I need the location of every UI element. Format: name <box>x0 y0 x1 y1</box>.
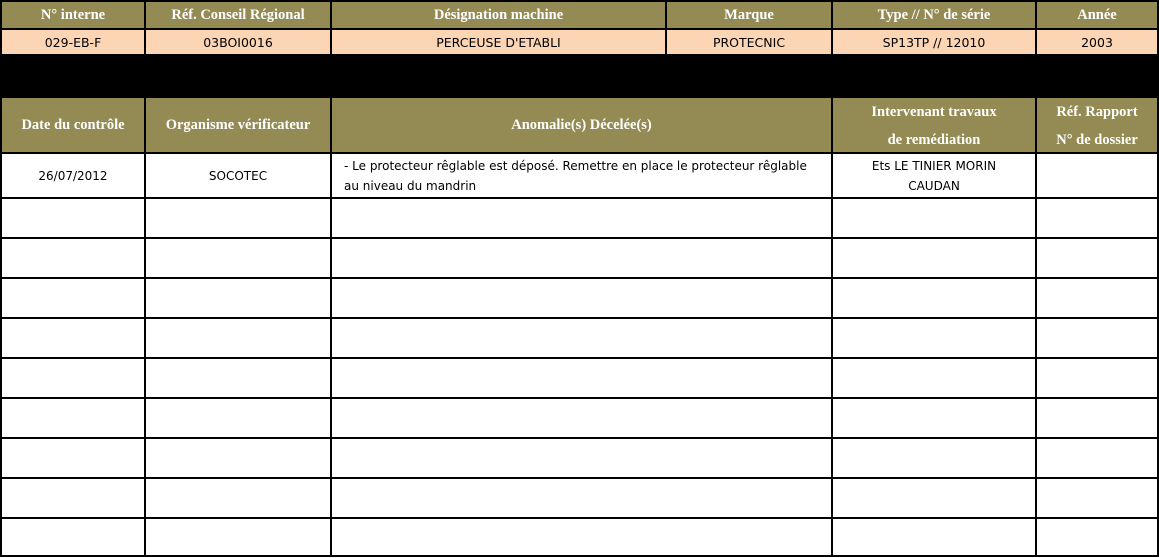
brand-cell[interactable]: PROTECNIC <box>665 28 831 55</box>
separator-band <box>0 54 1159 96</box>
rapport-cell[interactable] <box>1035 152 1159 197</box>
date-cell[interactable] <box>0 357 144 397</box>
organisme-cell[interactable] <box>144 397 330 437</box>
header-year: Année <box>1035 0 1159 29</box>
anomalies-cell[interactable] <box>330 397 831 437</box>
header-date: Date du contrôle <box>0 96 144 153</box>
table-row <box>0 197 1159 237</box>
intervenant-cell[interactable] <box>831 237 1035 277</box>
rapport-cell[interactable] <box>1035 237 1159 277</box>
header-intervenant-line1: Intervenant travaux <box>871 103 997 120</box>
date-cell[interactable] <box>0 477 144 517</box>
header-internal-number: N° interne <box>0 0 144 29</box>
intervenant-cell[interactable] <box>831 197 1035 237</box>
intervenant-cell[interactable] <box>831 477 1035 517</box>
header-rapport-line1: Réf. Rapport <box>1056 103 1138 120</box>
table-row <box>0 152 1159 197</box>
organisme-cell[interactable] <box>144 277 330 317</box>
header-anomalies: Anomalie(s) Décelée(s) <box>330 96 831 153</box>
intervenant-cell[interactable] <box>831 397 1035 437</box>
header-rapport <box>1035 96 1159 153</box>
date-cell[interactable] <box>0 437 144 477</box>
header-intervenant <box>831 96 1035 153</box>
intervenant-cell[interactable] <box>831 357 1035 397</box>
region-ref-cell[interactable]: 03BOI0016 <box>144 28 330 55</box>
table-row <box>0 277 1159 317</box>
machine-info-row <box>0 28 1159 55</box>
table-row <box>0 517 1159 557</box>
rapport-cell[interactable] <box>1035 357 1159 397</box>
anomalies-cell[interactable] <box>330 477 831 517</box>
rapport-cell[interactable] <box>1035 317 1159 357</box>
header-rapport-line2: N° de dossier <box>1056 131 1138 148</box>
organisme-cell[interactable] <box>144 477 330 517</box>
date-cell[interactable] <box>0 397 144 437</box>
organisme-cell[interactable] <box>144 197 330 237</box>
internal-number-cell[interactable]: 029-EB-F <box>0 28 144 55</box>
table-row <box>0 317 1159 357</box>
designation-cell[interactable]: PERCEUSE D'ETABLI <box>330 28 665 55</box>
rapport-cell[interactable] <box>1035 477 1159 517</box>
table-row <box>0 437 1159 477</box>
anomalies-cell[interactable] <box>330 317 831 357</box>
date-cell[interactable] <box>0 517 144 557</box>
anomalies-cell[interactable] <box>330 237 831 277</box>
organisme-cell[interactable] <box>144 237 330 277</box>
anomalies-cell[interactable] <box>330 437 831 477</box>
header-region-ref: Réf. Conseil Régional <box>144 0 330 29</box>
control-header-row <box>0 96 1159 153</box>
table-row <box>0 397 1159 437</box>
control-rows <box>0 152 1159 557</box>
type-serial-cell[interactable]: SP13TP // 12010 <box>831 28 1035 55</box>
organisme-cell[interactable] <box>144 317 330 357</box>
anomalies-cell[interactable] <box>330 357 831 397</box>
anomalies-cell[interactable] <box>330 197 831 237</box>
table-row <box>0 357 1159 397</box>
date-cell[interactable] <box>0 197 144 237</box>
anomalies-cell[interactable]: - Le protecteur rêglable est déposé. Remettre en place le protecteur rêglable au niveau du mandrin <box>330 152 831 197</box>
organisme-cell[interactable]: SOCOTEC <box>144 152 330 197</box>
date-cell[interactable] <box>0 237 144 277</box>
date-cell[interactable]: 26/07/2012 <box>0 152 144 197</box>
intervenant-line2: CAUDAN <box>908 178 960 193</box>
header-intervenant-line2: de remédiation <box>887 131 981 148</box>
date-cell[interactable] <box>0 317 144 357</box>
header-brand: Marque <box>665 0 831 29</box>
intervenant-cell[interactable] <box>831 152 1035 197</box>
intervenant-cell[interactable] <box>831 317 1035 357</box>
table-row <box>0 237 1159 277</box>
intervenant-cell[interactable] <box>831 517 1035 557</box>
header-designation: Désignation machine <box>330 0 665 29</box>
rapport-cell[interactable] <box>1035 197 1159 237</box>
intervenant-cell[interactable] <box>831 437 1035 477</box>
rapport-cell[interactable] <box>1035 517 1159 557</box>
intervenant-line1: Ets LE TINIER MORIN <box>871 158 997 173</box>
rapport-cell[interactable] <box>1035 437 1159 477</box>
table-row <box>0 477 1159 517</box>
date-cell[interactable] <box>0 277 144 317</box>
year-cell[interactable]: 2003 <box>1035 28 1159 55</box>
header-organisme: Organisme vérificateur <box>144 96 330 153</box>
rapport-cell[interactable] <box>1035 397 1159 437</box>
rapport-cell[interactable] <box>1035 277 1159 317</box>
anomalies-cell[interactable] <box>330 517 831 557</box>
organisme-cell[interactable] <box>144 357 330 397</box>
anomalies-cell[interactable] <box>330 277 831 317</box>
header-type-serial: Type // N° de série <box>831 0 1035 29</box>
intervenant-cell[interactable] <box>831 277 1035 317</box>
organisme-cell[interactable] <box>144 517 330 557</box>
machine-header-row <box>0 0 1159 29</box>
organisme-cell[interactable] <box>144 437 330 477</box>
